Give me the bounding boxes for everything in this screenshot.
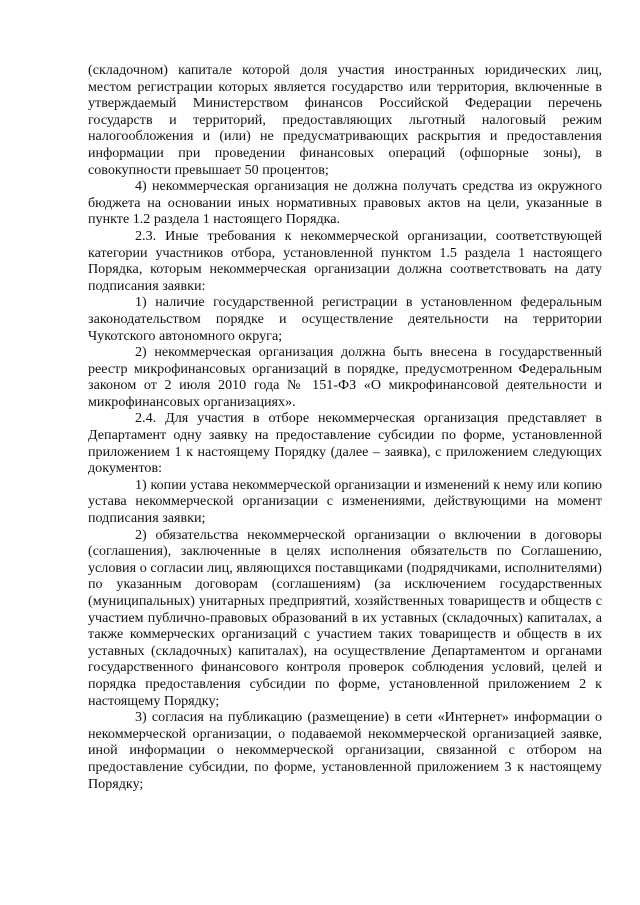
paragraph-section-2-4: 2.4. Для участия в отборе некоммерческая организация представляет в Департамент одну заявку на предоставление субсидии по форме, установленной приложением 1 к настоящему Порядку (далее – заявка), с приложением следующих документов: (88, 410, 602, 477)
paragraph-2-4-item-2: 2) обязательства некоммерческой организации о включении в договоры (соглашения), заключенные в целях исполнения обязательств по Соглашению, условия о согласии лиц, являющихся поставщиками (подрядчиками, исполнителями) по указанным договорам (соглашениям) (за исключением государственных (муниципальных) унитарных предприятий, хозяйственных товариществ и обществ с участием публично-правовых образований в их уставных (складочных) капиталах, а также коммерческих организаций с участием таких товариществ и обществ в их уставных (складочных) капиталах), на осуществление Департаментом и органами государственного финансового контроля проверок соблюдения условий, целей и порядка предоставления субсидии по форме, установленной приложением 2 к настоящему Порядку; (88, 526, 602, 709)
paragraph-section-2-3: 2.3. Иные требования к некоммерческой организации, соответствующей категории участников отбора, установленной пунктом 1.5 раздела 1 настоящего Порядка, которым некоммерческая организации должна соответствовать на дату подписания заявки: (88, 227, 602, 294)
paragraph-2-3-item-2: 2) некоммерческая организация должна быть внесена в государственный реестр микрофинансовых организаций в порядке, предусмотренном Федеральным законом от 2 июля 2010 года № 151-ФЗ «О микрофинансовой деятельности и микрофинансовых организациях». (88, 344, 602, 410)
document-page (88, 62, 602, 792)
paragraph-2-4-item-3: 3) согласия на публикацию (размещение) в сети «Интернет» информации о некоммерческой организации, о подаваемой некоммерческой организацией заявке, иной информации о некоммерческой организации, связанной с отбором на предоставление субсидии, по форме, установленной приложением 3 к настоящему Порядку; (88, 709, 602, 792)
paragraph-item-4: 4) некоммерческая организация не должна получать средства из окружного бюджета на основании иных нормативных правовых актов на цели, указанные в пункте 1.2 раздела 1 настоящего Порядка. (88, 178, 602, 228)
paragraph-continuation: (складочном) капитале которой доля участия иностранных юридических лиц, местом регистрации которых является государство или территория, включенные в утверждаемый Министерством финансов Российской Федерации перечень государств и территорий, предоставляющих льготный налоговый режим налогообложения и (или) не предусматривающих раскрытия и предоставления информации при проведении финансовых операций (офшорные зоны), в совокупности превышает 50 процентов; (88, 62, 602, 178)
paragraph-2-3-item-1: 1) наличие государственной регистрации в установленном федеральным законодательством порядке и осуществление деятельности на территории Чукотского автономного округа; (88, 294, 602, 344)
paragraph-2-4-item-1: 1) копии устава некоммерческой организации и изменений к нему или копию устава некоммерческой организации с изменениями, действующими на момент подписания заявки; (88, 476, 602, 527)
